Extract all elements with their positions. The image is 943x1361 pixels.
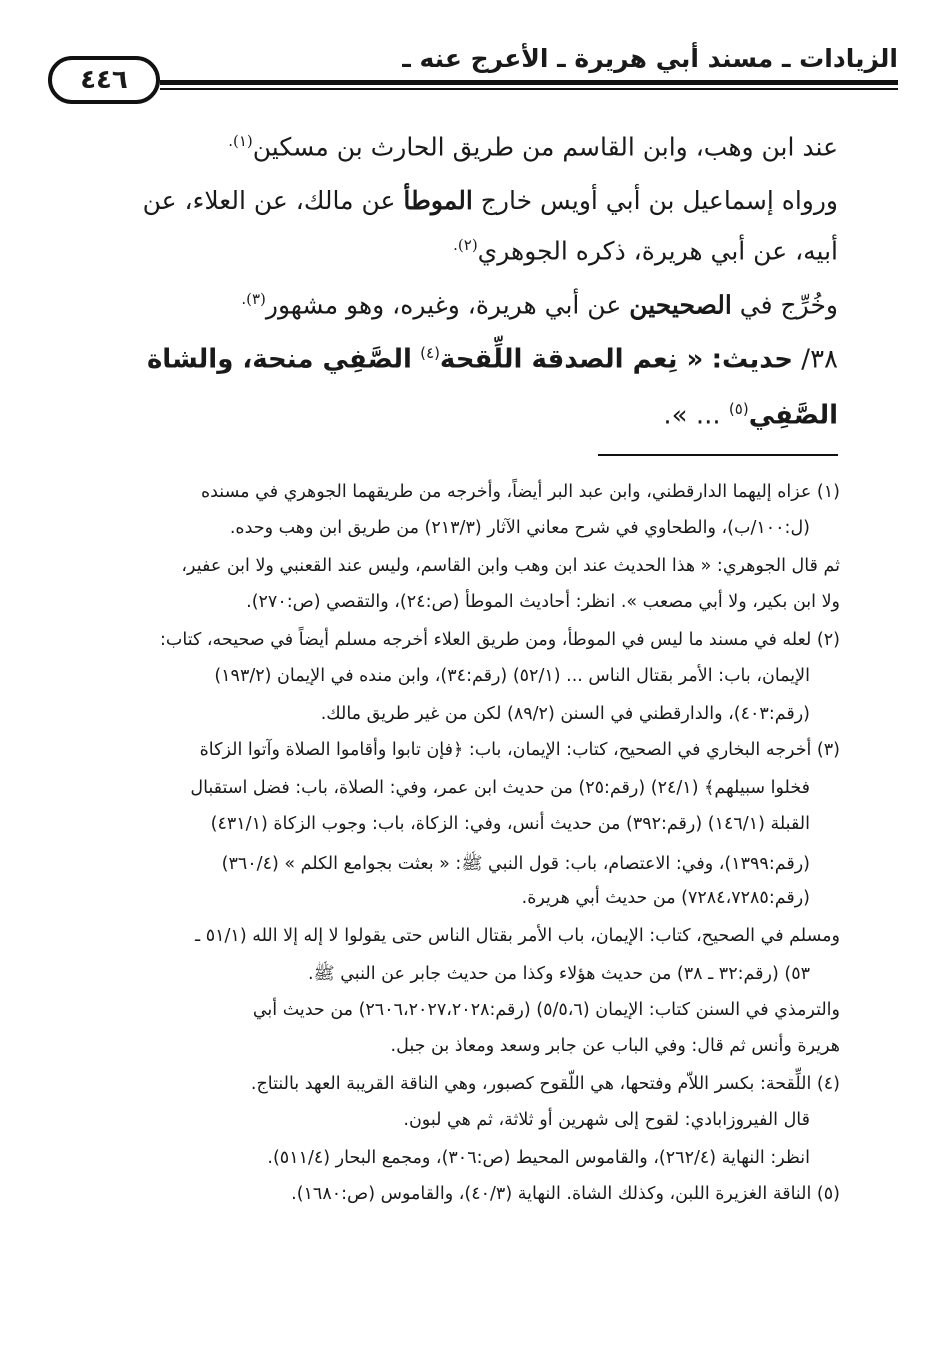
footnote-line: (٥) الناقة الغزيرة اللبن، وكذلك الشاة. النهاية (٤٠/٣)، والقاموس (ص:١٦٨٠). [291,1184,840,1204]
hadith-line-1 [147,344,838,375]
footnote-line: (ل:١٠٠/ب)، والطحاوي في شرح معاني الآثار (٢١٣/٣) من طريق ابن وهب وحده. [229,518,810,538]
footnote-ref: (٥) [728,400,749,418]
running-title: الزيادات ـ مسند أبي هريرة ـ الأعرج عنه ـ [402,44,898,73]
footnote-line: (٣) أخرجه البخاري في الصحيح، كتاب: الإيمان، باب: ﴿فإن تابوا وأقاموا الصلاة وآتوا الزكاة [199,740,840,760]
hadith-text: « نِعم الصدقة اللِّقحة [439,344,704,375]
footnote-line: انظر: النهاية (٢٦٢/٤)، والقاموس المحيط (ص:٣٠٦)، ومجمع البحار (٥١١/٤). [267,1148,810,1168]
hadith-label: حديث: [711,344,794,375]
footnote-line: ٥٣) (رقم:٣٢ ـ ٣٨) من حديث هؤلاء وكذا من حديث جابر عن النبي ﷺ. [307,964,810,984]
header-rule-thin [160,88,898,90]
footnote-ref: (٢). [453,236,478,254]
footnote-line: (٢) لعله في مسند ما ليس في الموطأ، ومن طريق العلاء أخرجه مسلم أيضاً في صحيحه، كتاب: [160,630,840,650]
footnote-line: ولا ابن بكير، ولا أبي مصعب ». انظر: أحاديث الموطأ (ص:٢٤)، والتقصي (ص:٢٧٠). [246,592,840,612]
body-line-4 [241,290,838,319]
body-text: أبيه، عن أبي هريرة، ذكره الجوهري [477,236,838,266]
footnote-line: قال الفيروزابادي: لقوح إلى شهرين أو ثلاثة، ثم هي لبون. [403,1110,810,1130]
footnote-line: (رقم:٤٠٣)، والدارقطني في السنن (٨٩/٢) لكن من غير طريق مالك. [320,704,810,724]
footnote-line: والترمذي في السنن كتاب: الإيمان (٥/٥،٦) (رقم:٢٦٠٦،٢٠٢٧،٢٠٢٨) من حديث أبي [252,1000,840,1020]
body-text: ورواه إسماعيل بن أبي أويس خارج [480,186,838,215]
footnote-line: هريرة وأنس ثم قال: وفي الباب عن جابر وسعد ومعاذ بن جبل. [390,1036,840,1056]
footnote-line: (رقم:١٣٩٩)، وفي: الاعتصام، باب: قول النبي ﷺ: « بعثت بجوامع الكلم » (٣٦٠/٤) [221,854,810,874]
footnote-ref: (١). [228,132,253,150]
hadith-text: الصَّفِي منحة، والشاة [146,344,412,375]
hadith-line-2 [663,400,838,431]
footnote-line: فخلوا سبيلهم﴾ (٢٤/١) (رقم:٢٥) من حديث ابن عمر، وفي: الصلاة، باب: فضل استقبال [190,778,810,798]
bold-term: الموطأ [403,186,473,215]
footnote-line: (رقم:٧٢٨٤،٧٢٨٥) من حديث أبي هريرة. [521,888,810,908]
body-text: وخُرِّج في [739,290,838,320]
page-header [48,38,898,108]
body-text: عن مالك، عن العلاء، عن [142,186,396,215]
hadith-text: الصَّفِي [748,400,838,431]
body-text: عند ابن وهب، وابن القاسم من طريق الحارث بن مسكين [252,132,838,162]
footnote-line: (٤) اللِّقحة: بكسر اللاّم وفتحها، هي اللّقوح كصبور، وهي الناقة القريبة العهد بالنتاج. [250,1074,840,1094]
body-line-2 [143,186,838,215]
page-number: ٤٤٦ [48,56,160,104]
body-line-1 [228,132,838,161]
footnote-line: ثم قال الجوهري: « هذا الحديث عند ابن وهب وابن القاسم، وليس عند القعنبي ولا ابن عفير، [181,556,840,576]
footnote-ref: (٤) [420,344,440,362]
footnote-line: ومسلم في الصحيح، كتاب: الإيمان، باب الأمر بقتال الناس حتى يقولوا لا إله إلا الله (٥١/١ ـ [195,926,840,946]
footnote-line: الإيمان، باب: الأمر بقتال الناس ... (٥٢/١) (رقم:٣٤)، وابن منده في الإيمان (١٩٣/٢) [214,666,810,686]
footnote-separator [598,454,838,456]
hadith-close: ... ». [663,400,721,431]
footnote-ref: (٣). [241,290,266,308]
body-text: عن أبي هريرة، وغيره، وهو مشهور [265,290,622,320]
hadith-number: ٣٨/ [801,344,838,375]
bold-term: الصحيحين [629,290,732,320]
header-rule [160,80,898,85]
body-line-3 [453,236,838,265]
footnote-line: (١) عزاه إليهما الدارقطني، وابن عبد البر أيضاً، وأخرجه من طريقهما الجوهري في مسنده [200,482,840,502]
footnote-line: القبلة (١٤٦/١) (رقم:٣٩٢) من حديث أنس، وفي: الزكاة، باب: وجوب الزكاة (٤٣١/١) [210,814,810,834]
